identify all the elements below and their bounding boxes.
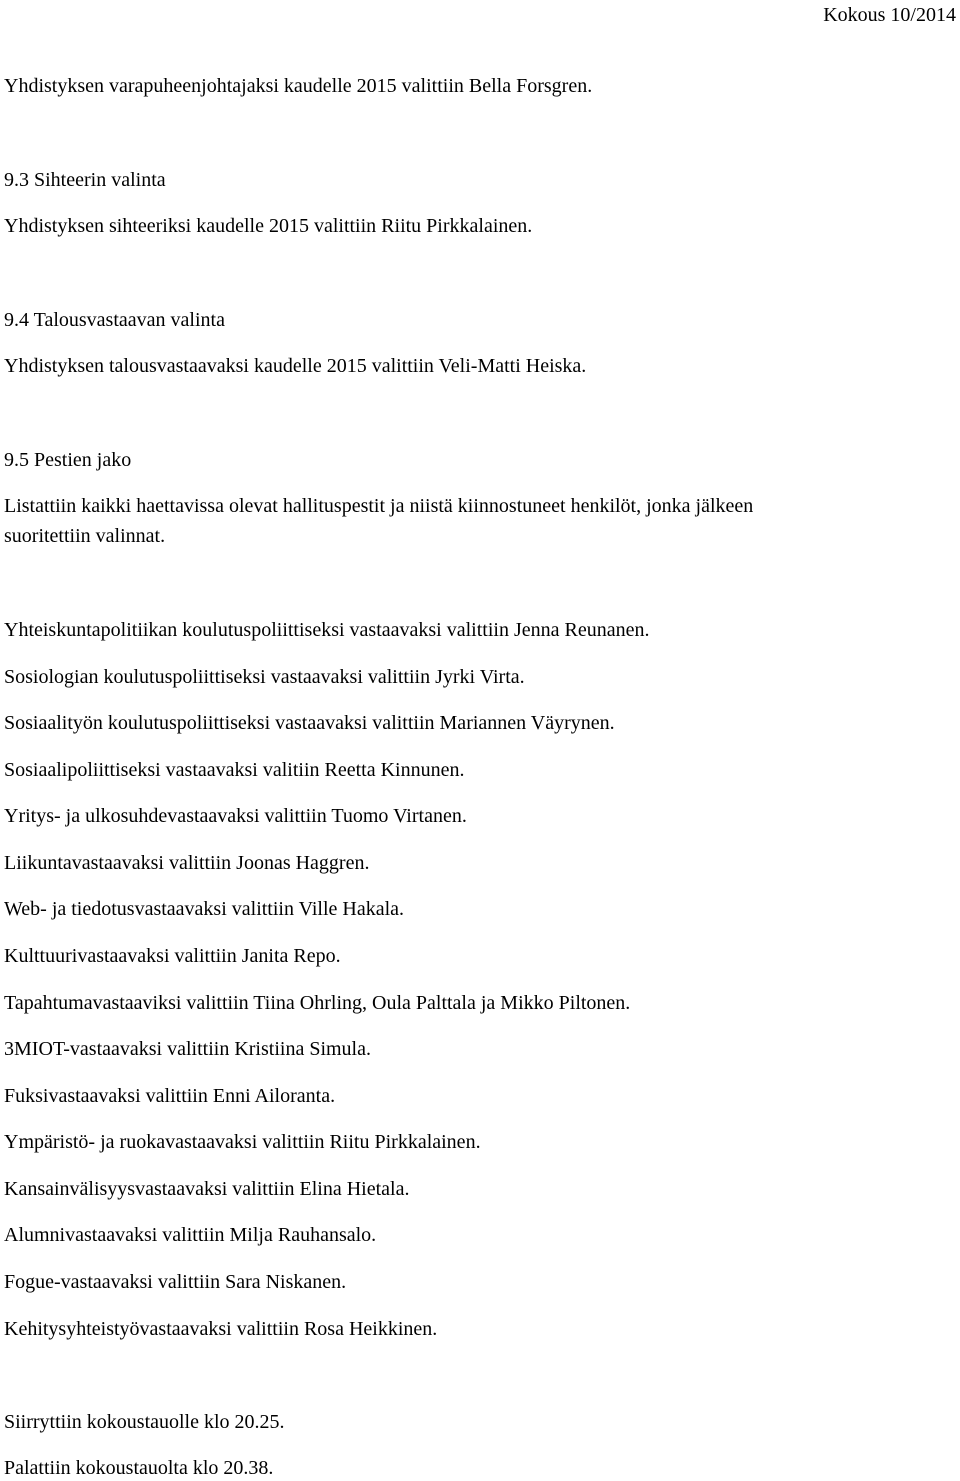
appointment-item: Sosiaalityön koulutuspoliittiseksi vastaavaksi valittiin Mariannen Väyrynen. bbox=[4, 712, 615, 734]
break-start-note: Siirryttiin kokoustauolle klo 20.25. bbox=[4, 1411, 285, 1433]
treasurer-paragraph: Yhdistyksen talousvastaavaksi kaudelle 2015 valittiin Veli-Matti Heiska. bbox=[4, 355, 587, 377]
appointment-item: Yritys- ja ulkosuhdevastaavaksi valittiin Tuomo Virtanen. bbox=[4, 805, 467, 827]
appointment-item: Fuksivastaavaksi valittiin Enni Ailoranta. bbox=[4, 1085, 336, 1107]
appointment-item: Kansainvälisyysvastaavaksi valittiin Elina Hietala. bbox=[4, 1178, 410, 1200]
appointment-item: Web- ja tiedotusvastaavaksi valittiin Ville Hakala. bbox=[4, 898, 405, 920]
appointment-item: 3MIOT-vastaavaksi valittiin Kristiina Simula. bbox=[4, 1038, 371, 1060]
appointment-item: Tapahtumavastaaviksi valittiin Tiina Ohrling, Oula Palttala ja Mikko Piltonen. bbox=[4, 992, 631, 1014]
section-heading-secretary: 9.3 Sihteerin valinta bbox=[4, 169, 166, 191]
section-heading-treasurer: 9.4 Talousvastaavan valinta bbox=[4, 309, 225, 331]
appointment-item: Fogue-vastaavaksi valittiin Sara Niskanen. bbox=[4, 1271, 347, 1293]
appointment-item: Yhteiskuntapolitiikan koulutuspoliittiseksi vastaavaksi valittiin Jenna Reunanen. bbox=[4, 619, 650, 641]
appointment-item: Ympäristö- ja ruokavastaavaksi valittiin Riitu Pirkkalainen. bbox=[4, 1131, 481, 1153]
positions-intro-line-2: suoritettiin valinnat. bbox=[4, 525, 166, 547]
positions-intro-line-1: Listattiin kaikki haettavissa olevat hallituspestit ja niistä kiinnostuneet henkilöt, jonka jälkeen bbox=[4, 495, 754, 517]
appointment-item: Kehitysyhteistyövastaavaksi valittiin Rosa Heikkinen. bbox=[4, 1318, 438, 1340]
vice-chair-paragraph: Yhdistyksen varapuheenjohtajaksi kaudelle 2015 valittiin Bella Forsgren. bbox=[4, 75, 593, 97]
section-heading-positions: 9.5 Pestien jako bbox=[4, 449, 132, 471]
appointment-item: Liikuntavastaavaksi valittiin Joonas Haggren. bbox=[4, 852, 370, 874]
appointment-item: Alumnivastaavaksi valittiin Milja Rauhansalo. bbox=[4, 1224, 377, 1246]
appointment-item: Sosiaalipoliittiseksi vastaavaksi valitiin Reetta Kinnunen. bbox=[4, 759, 465, 781]
page-header: Kokous 10/2014 bbox=[823, 4, 956, 26]
break-end-note: Palattiin kokoustauolta klo 20.38. bbox=[4, 1457, 274, 1479]
appointment-item: Sosiologian koulutuspoliittiseksi vastaavaksi valittiin Jyrki Virta. bbox=[4, 666, 525, 688]
secretary-paragraph: Yhdistyksen sihteeriksi kaudelle 2015 valittiin Riitu Pirkkalainen. bbox=[4, 215, 533, 237]
appointment-item: Kulttuurivastaavaksi valittiin Janita Repo. bbox=[4, 945, 341, 967]
